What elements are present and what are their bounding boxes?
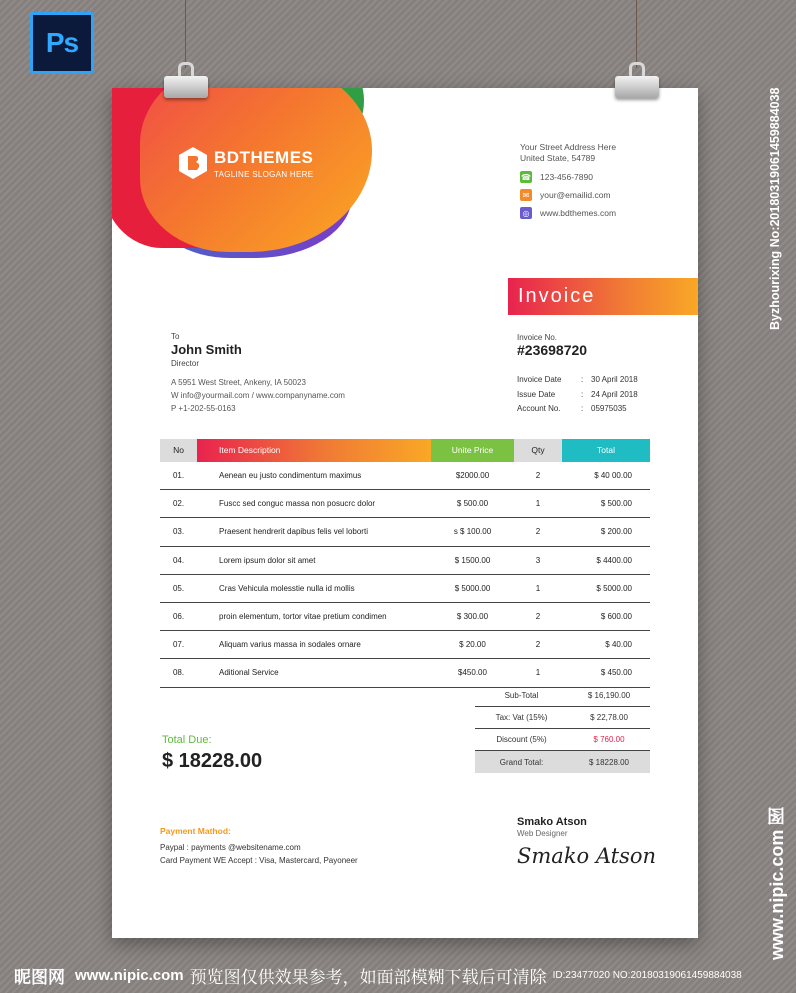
- row-total: $ 500.00: [600, 499, 632, 509]
- row-description: proin elementum, tortor vitae pretium condimen: [219, 612, 387, 622]
- invoice-title-banner: Invoice: [508, 278, 698, 315]
- watermark-url: www.nipic.com: [75, 967, 184, 984]
- client-name: John Smith: [171, 342, 242, 357]
- row-description: Lorem ipsum dolor sit amet: [219, 555, 316, 565]
- signer-name: Smako Atson: [517, 816, 587, 828]
- table-row: [160, 575, 650, 603]
- summary-label: Tax: Vat (15%): [495, 713, 548, 722]
- row-total: $ 5000.00: [596, 583, 632, 593]
- row-total: $ 40.00: [605, 640, 632, 650]
- row-description: Aliquam varius massa in sodales ornare: [219, 640, 361, 650]
- invoice-paper: [112, 88, 698, 938]
- row-description: Cras Vehicula molesstie nulla id mollis: [219, 583, 355, 593]
- table-header: [160, 439, 650, 462]
- header-qty: Qty: [514, 439, 562, 462]
- total-due-label: Total Due:: [162, 734, 212, 746]
- binder-clip-right: [615, 62, 659, 100]
- table-row: [160, 547, 650, 575]
- summary-value: $ 18228.00: [588, 757, 630, 767]
- invoice-meta-value: 24 April 2018: [591, 389, 638, 399]
- row-description: Aditional Service: [219, 668, 279, 678]
- row-unit-price: $ 300.00: [456, 612, 489, 622]
- contact-phone: [520, 171, 593, 183]
- watermark-note: 预览图仅供效果参考，如面部模糊下载后可清除: [189, 968, 547, 987]
- invoice-meta-row: Account No. : 05975035: [517, 404, 638, 419]
- summary-value: $ 760.00: [593, 735, 625, 744]
- summary-value: $ 16,190.00: [587, 691, 631, 700]
- client-web: W info@yourmail.com / www.companyname.com: [171, 391, 345, 400]
- row-qty: 1: [535, 583, 541, 593]
- photoshop-badge: [30, 12, 94, 74]
- brand-tagline: TAGLINE SLOGAN HERE: [214, 169, 314, 179]
- signature: Smako Atson: [517, 844, 657, 868]
- hanging-string-left: [185, 0, 186, 68]
- email-icon: ✉: [520, 189, 532, 201]
- summary-label: Grand Total:: [499, 757, 544, 767]
- summary-value: $ 22,78.00: [590, 713, 628, 722]
- brand-name: BDTHEMES: [214, 147, 314, 167]
- contact-web-text: www.bdthemes.com: [540, 208, 617, 218]
- company-address: [520, 142, 616, 164]
- watermark-logo: 昵图网: [14, 968, 65, 987]
- client-details: [171, 376, 345, 415]
- row-qty: 1: [535, 499, 541, 509]
- row-total: $ 4400.00: [596, 555, 632, 565]
- total-due-amount: $ 18228.00: [162, 750, 263, 772]
- watermark-bar: [0, 958, 796, 993]
- row-qty: 3: [535, 555, 541, 565]
- header-total: Total: [562, 439, 650, 462]
- brand-logo-icon: [178, 146, 208, 180]
- signer-role: Web Designer: [517, 829, 568, 838]
- binder-clip-left: [164, 62, 208, 100]
- row-number: 02.: [172, 499, 185, 509]
- header-no: No: [160, 439, 197, 462]
- table-row: [160, 631, 650, 659]
- row-number: 05.: [172, 583, 185, 593]
- row-description: Praesent hendrerit dapibus felis vel loborti: [219, 527, 368, 537]
- phone-icon: ☎: [521, 172, 531, 182]
- row-number: 03.: [172, 527, 185, 537]
- payment-paypal: Paypal : payments @websitename.com: [160, 843, 301, 852]
- summary-label: Sub-Total: [504, 691, 539, 700]
- row-total: $ 600.00: [600, 612, 632, 622]
- row-description: Aenean eu justo condimentum maximus: [219, 471, 362, 481]
- invoice-number-label: Invoice No.: [517, 333, 558, 342]
- side-id-text: Byzhourixing No:20180319061459884038: [768, 87, 782, 330]
- summary-row-tax: [475, 707, 650, 729]
- row-unit-price: $450.00: [458, 668, 487, 678]
- invoice-meta-label: Invoice Date: [517, 375, 562, 384]
- row-number: 01.: [172, 471, 185, 481]
- table-row: [160, 603, 650, 631]
- invoice-meta-label: Account No.: [517, 404, 561, 413]
- company-address-line2: United State, 54789: [520, 153, 596, 163]
- summary-label: Discount (5%): [496, 735, 547, 744]
- row-total: $ 200.00: [600, 527, 632, 537]
- summary-row-subtotal: [475, 685, 650, 707]
- row-total: $ 40 00.00: [594, 471, 632, 481]
- invoice-meta-value: 05975035: [591, 404, 627, 413]
- items-table: [160, 439, 650, 688]
- header-description: Item Description: [197, 439, 431, 462]
- payment-method-title: Payment Mathod:: [160, 826, 231, 836]
- row-number: 06.: [172, 612, 185, 622]
- signer: [517, 816, 587, 838]
- contact-email-text: your@emailid.com: [540, 190, 611, 200]
- row-unit-price: $ 1500.00: [454, 555, 491, 565]
- payment-method-details: [160, 842, 358, 867]
- summary: [475, 685, 650, 773]
- invoice-meta-label: Issue Date: [517, 389, 556, 399]
- side-site-text: www.nipic.com 图: [767, 806, 787, 960]
- bill-to-label: To: [171, 332, 180, 341]
- contact-phone-text: 123-456-7890: [540, 172, 593, 182]
- table-row: [160, 462, 650, 490]
- row-qty: 1: [535, 668, 541, 678]
- row-unit-price: $ 20.00: [459, 640, 486, 650]
- row-description: Fuscc sed conguc massa non posucrc dolor: [219, 499, 376, 509]
- payment-cards: Card Payment WE Accept : Visa, Mastercard, Payoneer: [160, 855, 358, 865]
- hanging-string-right: [636, 0, 637, 68]
- header-unit-price: Unite Price: [431, 439, 514, 462]
- bill-to: [171, 332, 242, 368]
- client-address: A 5951 West Street, Ankeny, IA 50023: [171, 378, 306, 387]
- table-row: [160, 659, 650, 687]
- web-icon: ◎: [520, 207, 532, 219]
- row-qty: 2: [535, 612, 541, 622]
- row-total: $ 450.00: [600, 668, 632, 678]
- row-qty: 2: [535, 471, 541, 481]
- table-row: [160, 518, 650, 546]
- contact-email: [520, 189, 611, 201]
- invoice-meta-value: 30 April 2018: [591, 375, 638, 384]
- invoice-meta-row: Issue Date : 24 April 2018: [517, 390, 638, 405]
- brand-logo: [178, 146, 313, 180]
- row-number: 07.: [172, 640, 185, 650]
- summary-row-discount: [475, 729, 650, 751]
- table-body: [160, 462, 650, 688]
- row-unit-price: s $ 100.00: [453, 527, 492, 537]
- row-unit-price: $2000.00: [455, 471, 490, 481]
- row-unit-price: $ 500.00: [456, 499, 489, 509]
- row-qty: 2: [535, 640, 541, 650]
- row-unit-price: $ 5000.00: [454, 583, 491, 593]
- contact-web: [520, 207, 616, 219]
- watermark-id: ID:23477020 NO:20180319061459884038: [552, 970, 742, 981]
- client-role: Director: [171, 359, 200, 368]
- row-number: 04.: [172, 555, 185, 565]
- table-row: [160, 490, 650, 518]
- row-qty: 2: [535, 527, 541, 537]
- invoice-meta: [517, 375, 638, 419]
- client-phone: P +1-202-55-0163: [171, 404, 236, 413]
- summary-row-grand-total: [475, 751, 650, 773]
- company-address-line1: Your Street Address Here: [520, 142, 617, 152]
- invoice-meta-row: Invoice Date : 30 April 2018: [517, 375, 638, 390]
- row-number: 08.: [172, 668, 185, 678]
- invoice-number: #23698720: [517, 342, 588, 358]
- photoshop-badge-label: Ps: [45, 27, 79, 58]
